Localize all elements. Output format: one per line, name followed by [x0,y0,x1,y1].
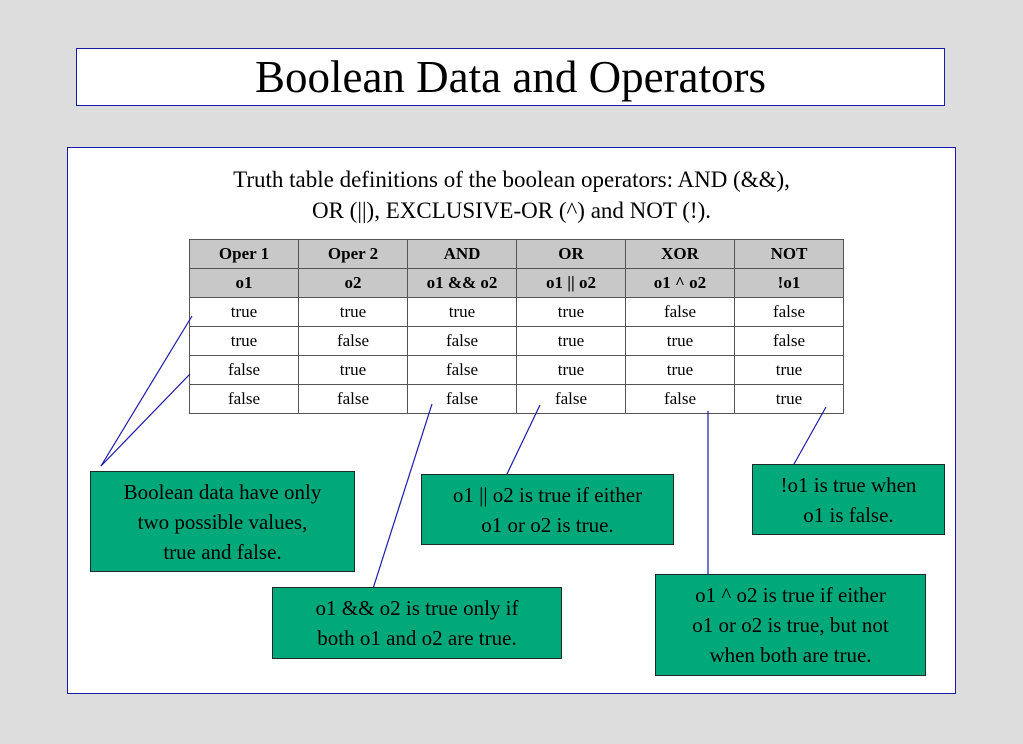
note-line: both o1 and o2 are true. [317,626,517,650]
and-note [272,587,562,659]
header-cell: Oper 2 [299,240,408,269]
note-line: o1 is false. [803,502,894,527]
intro-line-2: OR (||), EXCLUSIVE-OR (^) and NOT (!). [311,198,711,223]
header-cell: Oper 1 [190,240,299,269]
table-cell: true [735,385,844,414]
note-line: o1 && o2 is true only if [315,596,519,620]
header-cell: o1 && o2 [408,269,517,298]
header-cell: OR [517,240,626,269]
table-cell: true [408,298,517,327]
table-cell: false [626,385,735,414]
table-cell: false [626,298,735,327]
header-cell: NOT [735,240,844,269]
note-line: o1 ^ o2 is true if either [695,583,886,607]
leader-line [101,374,190,466]
table-cell: true [299,356,408,385]
table-cell: false [735,327,844,356]
header-cell: o2 [299,269,408,298]
table-cell: false [517,385,626,414]
table-cell: false [735,298,844,327]
table-cell: false [408,356,517,385]
header-cell: o1 [190,269,299,298]
note-line: !o1 is true when [780,472,917,497]
header-cell: XOR [626,240,735,269]
boolean-values-note [90,471,355,572]
table-cell: true [517,298,626,327]
leader-line [101,316,192,466]
header-cell: !o1 [735,269,844,298]
note-line: two possible values, [137,509,308,534]
table-cell: true [735,356,844,385]
table-cell: false [299,327,408,356]
header-cell: o1 ^ o2 [626,269,735,298]
note-line: true and false. [163,539,282,564]
note-line: o1 or o2 is true. [481,512,614,537]
or-note [421,474,674,545]
table-cell: false [408,327,517,356]
note-line: o1 || o2 is true if either [452,482,643,507]
table-cell: true [190,327,299,356]
table-cell: false [408,385,517,414]
slide-title: Boolean Data and Operators [76,48,945,106]
header-cell: o1 || o2 [517,269,626,298]
table-cell: true [190,298,299,327]
xor-note [655,574,926,676]
table-cell: false [190,385,299,414]
table-cell: true [626,356,735,385]
table-cell: false [190,356,299,385]
table-cell: true [517,327,626,356]
intro-line-1: Truth table definitions of the boolean operators: AND (&&), [233,167,790,192]
note-line: o1 or o2 is true, but not [692,613,889,637]
note-line: Boolean data have only [123,479,322,504]
table-cell: false [299,385,408,414]
table-cell: true [626,327,735,356]
header-cell: AND [408,240,517,269]
table-cell: true [517,356,626,385]
leader-line [507,405,540,474]
note-line: when both are true. [709,643,872,667]
not-note [752,464,945,535]
table-cell: true [299,298,408,327]
